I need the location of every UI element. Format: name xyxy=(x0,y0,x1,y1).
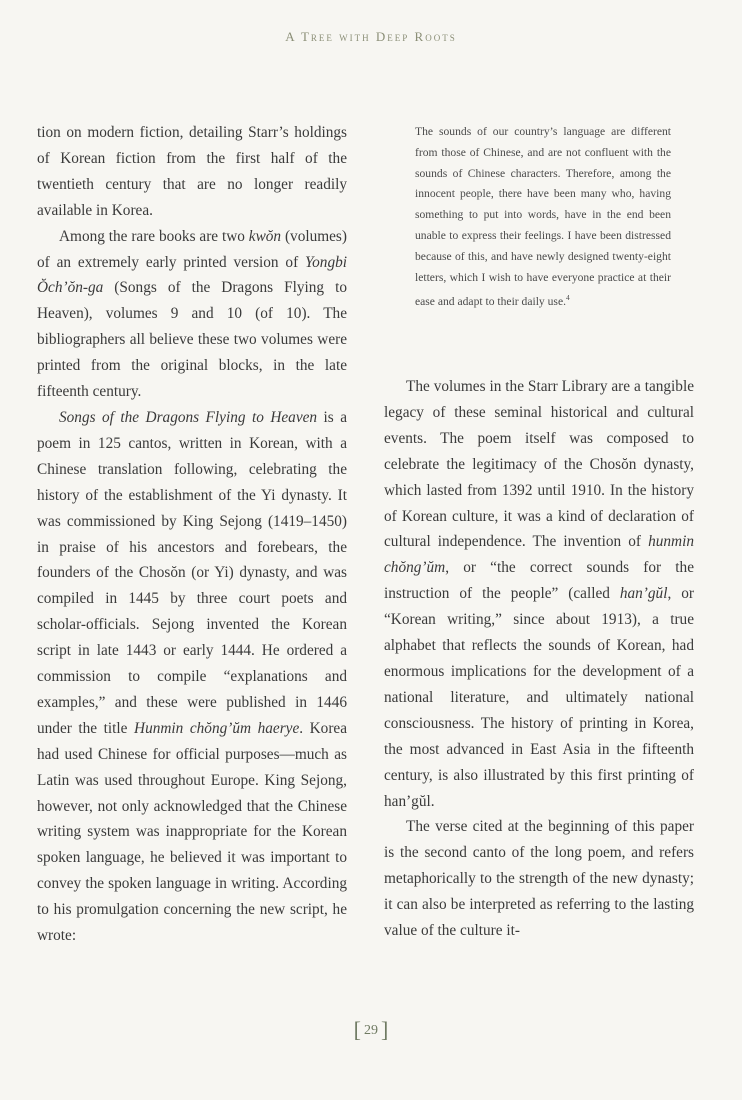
block-quote xyxy=(415,122,671,313)
paragraph: Among the rare books are two kwŏn (volumes) of an extremely early printed version of Yongbi Ŏch’ŏn-ga (Songs of the Dragons Flying to Heaven), volumes 9 and 10 (of 10). The bibliographers all believe these two volumes were printed from the original blocks, in the late fifteenth century. xyxy=(37,227,347,401)
folio-close-bracket: ] xyxy=(381,1017,389,1042)
running-head: A Tree with Deep Roots xyxy=(285,29,457,44)
paragraph: tion on modern fiction, detailing Starr’s holdings of Korean fiction from the first half of the twentieth century that are no longer readily available in Korea. xyxy=(37,124,347,219)
paragraph: The verse cited at the beginning of this paper is the second canto of the long poem, and refers metaphorically to the strength of the new dynasty; it can also be interpreted as referring to the lasting value of the culture it- xyxy=(384,818,694,940)
page-number-value: 29 xyxy=(364,1023,378,1038)
footnote-marker: 4 xyxy=(566,293,570,303)
page-number xyxy=(0,1017,742,1043)
left-column xyxy=(37,120,347,949)
quote-text: The sounds of our country’s language are different from those of Chinese, and are not confluent with the sounds of Chinese characters. Therefore, among the innocent people, there have been many who, having something to put into words, have in the end been unable to express their feelings. I have been distressed because of this, and have newly designed twenty-eight letters, which I wish to have everyone practice at their ease and adapt to their daily use. xyxy=(415,125,671,309)
paragraph: The volumes in the Starr Library are a tangible legacy of these seminal historical and cultural events. The poem itself was composed to celebrate the legitimacy of the Chosŏn dynasty, which lasted from 1392 until 1910. In the history of Korean culture, it was a kind of declaration of cultural independence. The invention of hunmin chŏng’ŭm, or “the correct sounds for the instruction of the people” (called han’gŭl, or “Korean writing,” since about 1913), a true alphabet that reflects the sounds of Korean, had enormous implications for the development of a national literature, and ultimately national consciousness. The history of printing in Korea, the most advanced in East Asia in the fifteenth century, is also illustrated by this first printing of han’gŭl. xyxy=(384,378,694,810)
folio-open-bracket: [ xyxy=(353,1017,361,1042)
paragraph: Songs of the Dragons Flying to Heaven is a poem in 125 cantos, written in Korean, with a Chinese translation following, celebrating the history of the establishment of the Yi dynasty. It was commissioned by King Sejong (1419–1450) in praise of his ancestors and forebears, the founders of the Chosŏn (or Yi) dynasty, and was compiled in 1445 by three court poets and scholar-officials. Sejong invented the Korean script in late 1443 or early 1444. He ordered a commission to compile “explanations and examples,” and these were published in 1446 under the title Hunmin chŏng’ŭm haerye. Korea had used Chinese for official purposes—much as Latin was used throughout Europe. King Sejong, however, not only acknowledged that the Chinese writing system was inappropriate for the Korean spoken language, he believed it was important to convey the spoken language in writing. According to his promulgation concerning the new script, he wrote: xyxy=(37,408,347,945)
right-column xyxy=(384,374,694,944)
